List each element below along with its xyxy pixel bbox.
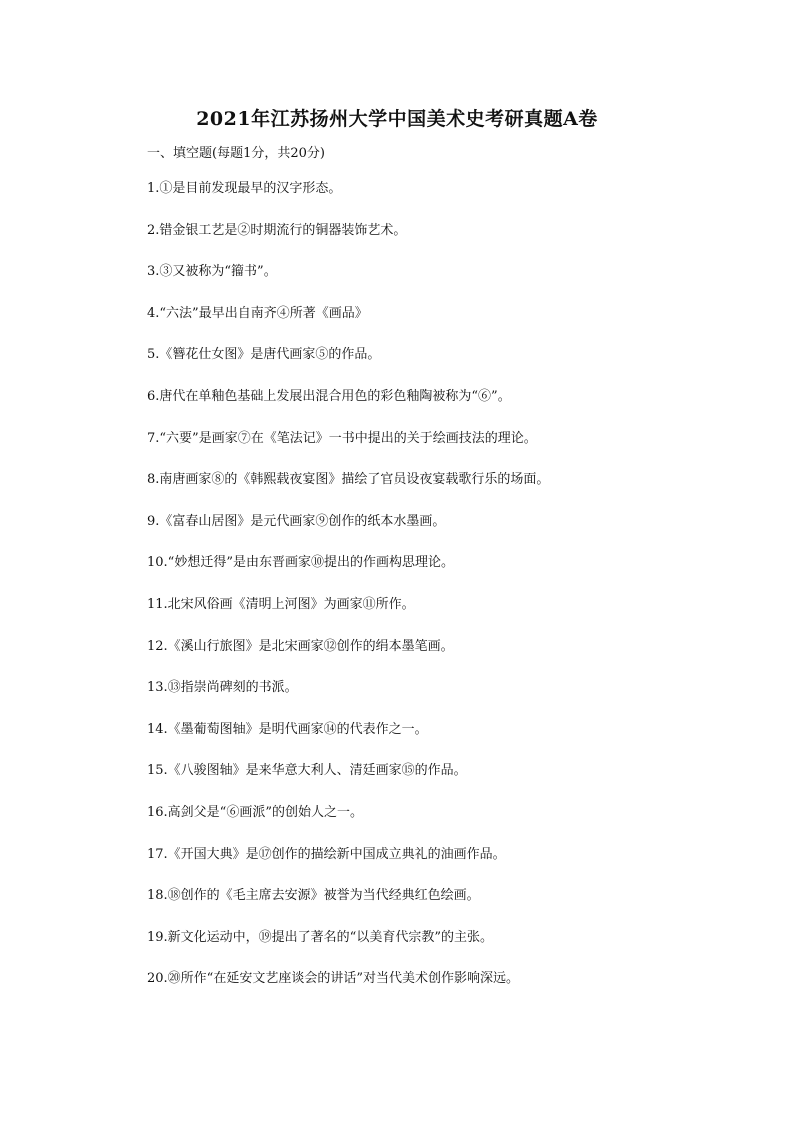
question-item-20: 20.⑳所作“在延安文艺座谈会的讲话”对当代美术创作影响深远。 [147,971,519,987]
question-item-11: 11.北宋风俗画《清明上河图》为画家⑪所作。 [147,596,415,612]
question-list [147,180,767,1012]
question-item-1: 1.①是目前发现最早的汉字形态。 [147,181,342,196]
question-item-6: 6.唐代在单釉色基础上发展出混合用色的彩色釉陶被称为“⑥”。 [147,388,511,404]
question-item-19: 19.新文化运动中，⑲提出了著名的“以美育代宗教”的主张。 [147,929,493,945]
question-item-2: 2.错金银工艺是②时期流行的铜器装饰艺术。 [147,222,407,238]
question-item-13: 13.⑬指崇尚碑刻的书派。 [147,680,298,696]
section-heading: 一、填空题(每题1分，共20分) [147,146,325,161]
question-item-5: 5.《簪花仕女图》是唐代画家⑤的作品。 [147,347,381,363]
question-item-12: 12.《溪山行旅图》是北宋画家⑫创作的绢本墨笔画。 [147,638,454,654]
question-item-17: 17.《开国大典》是⑰创作的描绘新中国成立典礼的油画作品。 [147,846,506,862]
question-item-7: 7.“六要”是画家⑦在《笔法记》一书中提出的关于绘画技法的理论。 [147,430,537,446]
question-item-18: 18.⑱创作的《毛主席去安源》被誉为当代经典红色绘画。 [147,888,480,904]
page-title: 2021年江苏扬州大学中国美术史考研真题A卷 [196,108,598,130]
question-item-14: 14.《墨葡萄图轴》是明代画家⑭的代表作之一。 [147,721,428,737]
question-item-16: 16.高剑父是“⑥画派”的创始人之一。 [147,804,363,820]
question-item-15: 15.《八骏图轴》是来华意大利人、清廷画家⑮的作品。 [147,763,467,779]
question-item-3: 3.③又被称为“籀书”。 [147,264,277,280]
question-item-8: 8.南唐画家⑧的《韩熙载夜宴图》描绘了官员设夜宴载歌行乐的场面。 [147,472,550,488]
question-item-10: 10.“妙想迁得”是由东晋画家⑩提出的作画构思理论。 [147,555,454,571]
question-item-4: 4.“六法”最早出自南齐④所著《画品》 [147,305,368,321]
question-item-9: 9.《富春山居图》是元代画家⑨创作的纸本水墨画。 [147,513,446,529]
